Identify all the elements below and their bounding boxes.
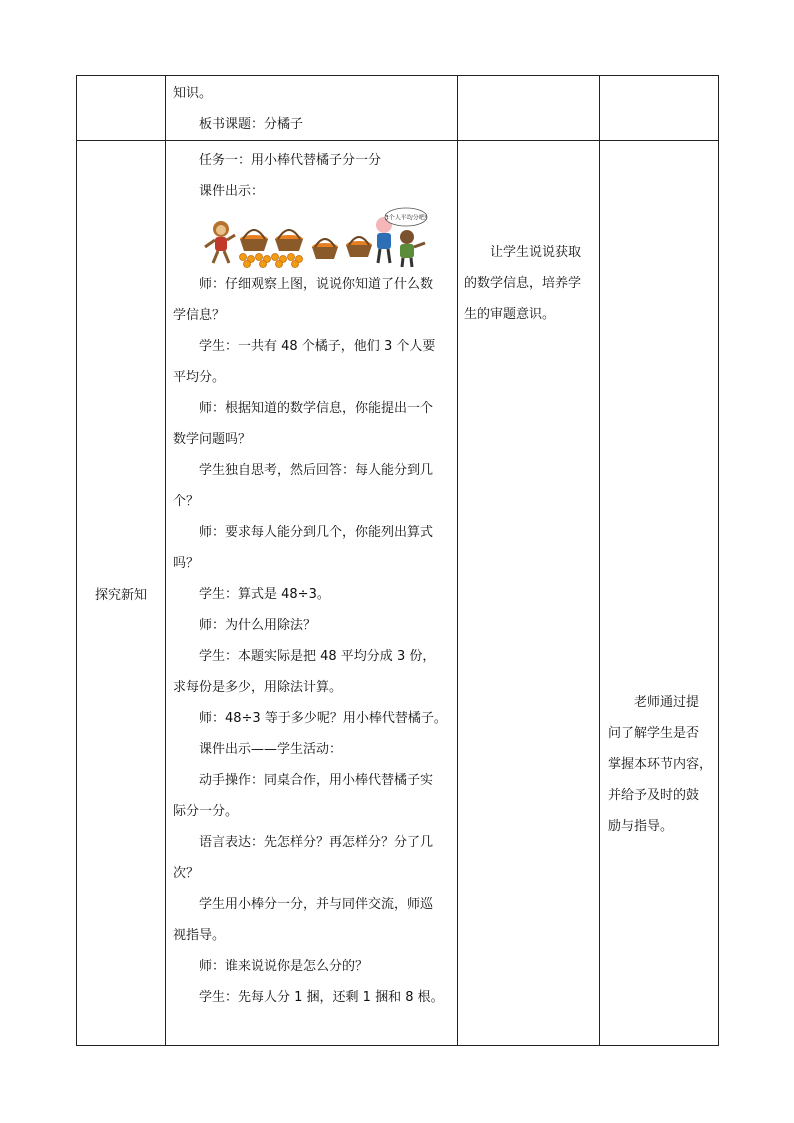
text-line: 视指导。 [173, 928, 226, 943]
text-line: 问了解学生是否 [608, 726, 700, 741]
monk-figure [400, 230, 425, 267]
text-line: 生的审题意识。 [464, 307, 556, 322]
feedback-cell [600, 141, 719, 1046]
speech-bubble [385, 208, 427, 226]
text-line: 知识。 [173, 86, 213, 101]
text-line: 学信息？ [173, 308, 226, 323]
text-line: 学生：算式是 48÷3。 [199, 587, 330, 602]
design-intent-cell [458, 141, 600, 1046]
stage-label: 探究新知 [94, 587, 147, 603]
text-line: 学生用小棒分一分，并与同伴交流，师巡 [199, 897, 434, 912]
text-line: 学生：一共有 48 个橘子，他们 3 个人要 [199, 339, 436, 354]
text-line: 学生独自思考，然后回答：每人能分到几 [199, 463, 434, 478]
text-line: 学生：先每人分 1 捆，还剩 1 捆和 8 根。 [199, 990, 444, 1005]
text-line: 语言表达：先怎样分？再怎样分？分了几 [199, 835, 434, 850]
text-line: 吗？ [173, 556, 200, 571]
text-line: 动手操作：同桌合作，用小棒代替橘子实 [199, 773, 434, 788]
text-line: 并给予及时的鼓 [608, 788, 700, 803]
text-line: 师：48÷3 等于多少呢？用小棒代替橘子。 [199, 711, 447, 726]
text-line: 次？ [173, 866, 200, 881]
text-line: 师：仔细观察上图，说说你知道了什么数 [199, 277, 434, 292]
text-line: 数学问题吗？ [173, 432, 252, 447]
text-line: 的数学信息，培养学 [464, 276, 582, 291]
speech-bubble-text: 3个人平均分吧! [384, 214, 428, 222]
content-cell [166, 141, 458, 1046]
orange-sharing-illustration [199, 207, 451, 269]
text-line: 任务一：用小棒代替橘子分一分 [199, 153, 382, 168]
text-line: 师：为什么用除法？ [199, 618, 317, 633]
design-cell-empty [458, 76, 600, 141]
text-line: 师：根据知道的数学信息，你能提出一个 [199, 401, 434, 416]
text-line: 师：谁来说说你是怎么分的？ [199, 959, 369, 974]
text-line: 让学生说说获取 [490, 245, 582, 260]
content-cell-top [166, 76, 458, 141]
stage-cell-empty [77, 76, 166, 141]
table-row [77, 141, 719, 1046]
illustration-svg [199, 207, 429, 269]
text-line: 师：要求每人能分到几个，你能列出算式 [199, 525, 434, 540]
text-line: 个？ [173, 494, 200, 509]
table-row [77, 76, 719, 141]
text-line: 课件出示——学生活动： [199, 742, 343, 757]
monkey-figure [205, 221, 235, 263]
basket [240, 230, 268, 251]
text-line: 板书课题：分橘子 [199, 117, 304, 132]
stage-cell [77, 141, 166, 1046]
loose-oranges [240, 254, 303, 268]
text-line: 平均分。 [173, 370, 226, 385]
basket [275, 230, 303, 251]
pig-figure [376, 217, 392, 263]
text-line: 学生：本题实际是把 48 平均分成 3 份， [199, 649, 436, 664]
lesson-plan-table [76, 75, 719, 1046]
text-line: 老师通过提 [634, 695, 700, 710]
text-line: 励与指导。 [608, 819, 674, 834]
text-line: 课件出示： [199, 184, 265, 199]
feedback-cell-empty [600, 76, 719, 141]
basket [312, 239, 338, 259]
text-line: 求每份是多少，用除法计算。 [173, 680, 343, 695]
basket [346, 237, 372, 257]
text-line: 际分一分。 [173, 804, 239, 819]
text-line: 掌握本环节内容， [608, 757, 713, 772]
